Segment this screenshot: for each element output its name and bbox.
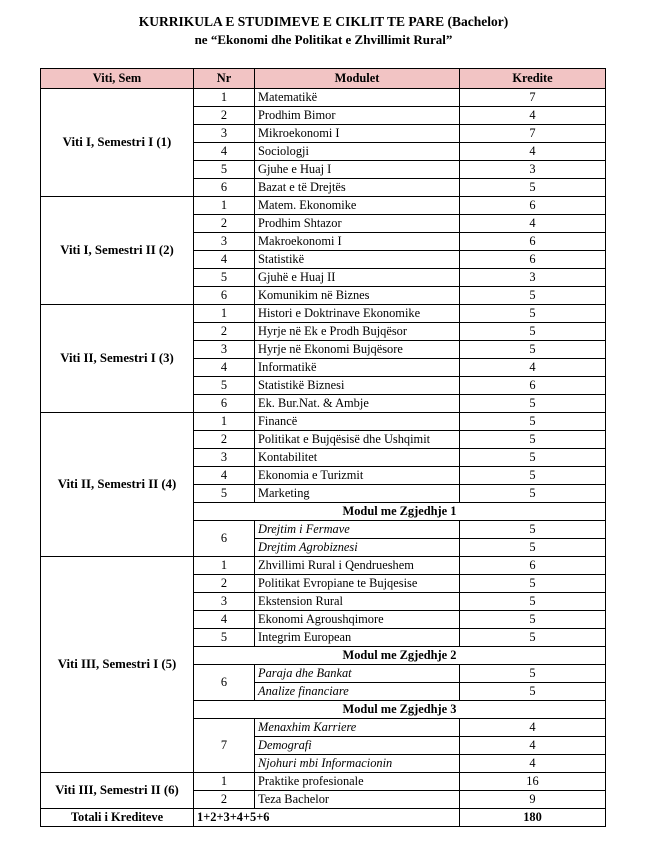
- semester-label: Viti II, Semestri II (4): [41, 413, 194, 557]
- module-credits: 5: [460, 341, 606, 359]
- module-credits: 5: [460, 593, 606, 611]
- semester-block: [41, 773, 606, 809]
- table-header-row: [41, 69, 606, 89]
- elective-group-label: Modul me Zgjedhje 3: [194, 701, 606, 719]
- module-name: Histori e Doktrinave Ekonomike: [255, 305, 460, 323]
- elective-module-credits: 5: [460, 665, 606, 683]
- module-credits: 6: [460, 557, 606, 575]
- module-number: 5: [194, 485, 255, 503]
- module-number: 1: [194, 89, 255, 107]
- module-number: 6: [194, 179, 255, 197]
- module-credits: 6: [460, 377, 606, 395]
- module-name: Prodhim Shtazor: [255, 215, 460, 233]
- header-nr: Nr: [194, 69, 255, 89]
- module-number: 1: [194, 305, 255, 323]
- module-credits: 5: [460, 467, 606, 485]
- module-credits: 5: [460, 413, 606, 431]
- module-number: 2: [194, 431, 255, 449]
- module-name: Sociologji: [255, 143, 460, 161]
- total-label: Totali i Krediteve: [41, 809, 194, 827]
- module-number: 1: [194, 773, 255, 791]
- module-name: Gjuhë e Huaj II: [255, 269, 460, 287]
- module-number: 3: [194, 593, 255, 611]
- table-row: [41, 413, 606, 431]
- module-credits: 7: [460, 89, 606, 107]
- module-name: Praktike profesionale: [255, 773, 460, 791]
- module-number: 4: [194, 611, 255, 629]
- semester-label: Viti I, Semestri I (1): [41, 89, 194, 197]
- elective-number: 7: [194, 719, 255, 773]
- elective-module-name: Demografi: [255, 737, 460, 755]
- elective-module-credits: 5: [460, 539, 606, 557]
- module-credits: 4: [460, 215, 606, 233]
- semester-block: [41, 557, 606, 773]
- elective-module-credits: 4: [460, 719, 606, 737]
- module-credits: 3: [460, 269, 606, 287]
- module-credits: 16: [460, 773, 606, 791]
- module-credits: 5: [460, 395, 606, 413]
- module-name: Mikroekonomi I: [255, 125, 460, 143]
- table-row: [41, 557, 606, 575]
- module-credits: 6: [460, 197, 606, 215]
- module-name: Integrim European: [255, 629, 460, 647]
- module-name: Ekonomi Agroushqimore: [255, 611, 460, 629]
- module-credits: 5: [460, 287, 606, 305]
- module-name: Makroekonomi I: [255, 233, 460, 251]
- elective-module-credits: 4: [460, 737, 606, 755]
- module-number: 2: [194, 107, 255, 125]
- module-number: 6: [194, 287, 255, 305]
- elective-module-credits: 5: [460, 683, 606, 701]
- table-row: [41, 197, 606, 215]
- module-number: 6: [194, 395, 255, 413]
- semester-label: Viti II, Semestri I (3): [41, 305, 194, 413]
- module-credits: 4: [460, 359, 606, 377]
- table-row: [41, 305, 606, 323]
- module-number: 1: [194, 413, 255, 431]
- table-row: [41, 773, 606, 791]
- module-name: Ekstension Rural: [255, 593, 460, 611]
- module-number: 2: [194, 323, 255, 341]
- module-name: Ekonomia e Turizmit: [255, 467, 460, 485]
- elective-module-name: Analize financiare: [255, 683, 460, 701]
- module-credits: 5: [460, 575, 606, 593]
- module-credits: 9: [460, 791, 606, 809]
- elective-module-name: Menaxhim Karriere: [255, 719, 460, 737]
- module-number: 5: [194, 629, 255, 647]
- header-modules: Modulet: [255, 69, 460, 89]
- module-credits: 5: [460, 323, 606, 341]
- module-number: 1: [194, 197, 255, 215]
- semester-label: Viti I, Semestri II (2): [41, 197, 194, 305]
- module-number: 4: [194, 251, 255, 269]
- elective-number: 6: [194, 665, 255, 701]
- module-number: 2: [194, 575, 255, 593]
- elective-module-credits: 4: [460, 755, 606, 773]
- module-number: 3: [194, 449, 255, 467]
- total-row: [41, 809, 606, 827]
- module-name: Kontabilitet: [255, 449, 460, 467]
- module-name: Matem. Ekonomike: [255, 197, 460, 215]
- semester-label: Viti III, Semestri II (6): [41, 773, 194, 809]
- curriculum-table: [40, 68, 606, 827]
- module-number: 3: [194, 125, 255, 143]
- module-number: 2: [194, 215, 255, 233]
- module-number: 3: [194, 341, 255, 359]
- total-value: 180: [460, 809, 606, 827]
- module-name: Prodhim Bimor: [255, 107, 460, 125]
- module-name: Komunikim në Biznes: [255, 287, 460, 305]
- module-name: Marketing: [255, 485, 460, 503]
- module-credits: 5: [460, 305, 606, 323]
- module-number: 5: [194, 269, 255, 287]
- module-credits: 3: [460, 161, 606, 179]
- module-credits: 5: [460, 485, 606, 503]
- module-number: 2: [194, 791, 255, 809]
- total-formula: 1+2+3+4+5+6: [194, 809, 460, 827]
- semester-label: Viti III, Semestri I (5): [41, 557, 194, 773]
- elective-module-name: Drejtim Agrobiznesi: [255, 539, 460, 557]
- module-number: 3: [194, 233, 255, 251]
- module-name: Financë: [255, 413, 460, 431]
- module-name: Statistikë: [255, 251, 460, 269]
- module-number: 4: [194, 143, 255, 161]
- module-credits: 5: [460, 179, 606, 197]
- semester-block: [41, 89, 606, 197]
- elective-number: 6: [194, 521, 255, 557]
- module-credits: 4: [460, 143, 606, 161]
- module-credits: 5: [460, 449, 606, 467]
- module-number: 5: [194, 161, 255, 179]
- header-credits: Kredite: [460, 69, 606, 89]
- table-row: [41, 89, 606, 107]
- module-name: Bazat e të Drejtës: [255, 179, 460, 197]
- module-name: Zhvillimi Rural i Qendrueshem: [255, 557, 460, 575]
- module-name: Matematikë: [255, 89, 460, 107]
- module-number: 5: [194, 377, 255, 395]
- header-semester: Viti, Sem: [41, 69, 194, 89]
- elective-module-name: Njohuri mbi Informacionin: [255, 755, 460, 773]
- module-name: Informatikë: [255, 359, 460, 377]
- module-name: Politikat e Bujqësisë dhe Ushqimit: [255, 431, 460, 449]
- elective-module-credits: 5: [460, 521, 606, 539]
- module-number: 4: [194, 359, 255, 377]
- page-subtitle: ne “Ekonomi dhe Politikat e Zhvillimit Rural”: [194, 32, 453, 47]
- module-name: Ek. Bur.Nat. & Ambje: [255, 395, 460, 413]
- module-name: Statistikë Biznesi: [255, 377, 460, 395]
- elective-module-name: Drejtim i Fermave: [255, 521, 460, 539]
- module-credits: 7: [460, 125, 606, 143]
- module-name: Hyrje në Ekonomi Bujqësore: [255, 341, 460, 359]
- module-credits: 5: [460, 611, 606, 629]
- semester-block: [41, 413, 606, 557]
- module-name: Gjuhe e Huaj I: [255, 161, 460, 179]
- module-name: Hyrje në Ek e Prodh Bujqësor: [255, 323, 460, 341]
- module-name: Teza Bachelor: [255, 791, 460, 809]
- semester-block: [41, 305, 606, 413]
- elective-group-label: Modul me Zgjedhje 2: [194, 647, 606, 665]
- semester-block: [41, 197, 606, 305]
- module-credits: 4: [460, 107, 606, 125]
- module-number: 4: [194, 467, 255, 485]
- module-credits: 5: [460, 431, 606, 449]
- elective-module-name: Paraja dhe Bankat: [255, 665, 460, 683]
- module-number: 1: [194, 557, 255, 575]
- module-credits: 6: [460, 251, 606, 269]
- module-credits: 5: [460, 629, 606, 647]
- module-name: Politikat Evropiane te Bujqesise: [255, 575, 460, 593]
- page-title: KURRIKULA E STUDIMEVE E CIKLIT TE PARE (Bachelor): [138, 14, 509, 29]
- elective-group-label: Modul me Zgjedhje 1: [194, 503, 606, 521]
- module-credits: 6: [460, 233, 606, 251]
